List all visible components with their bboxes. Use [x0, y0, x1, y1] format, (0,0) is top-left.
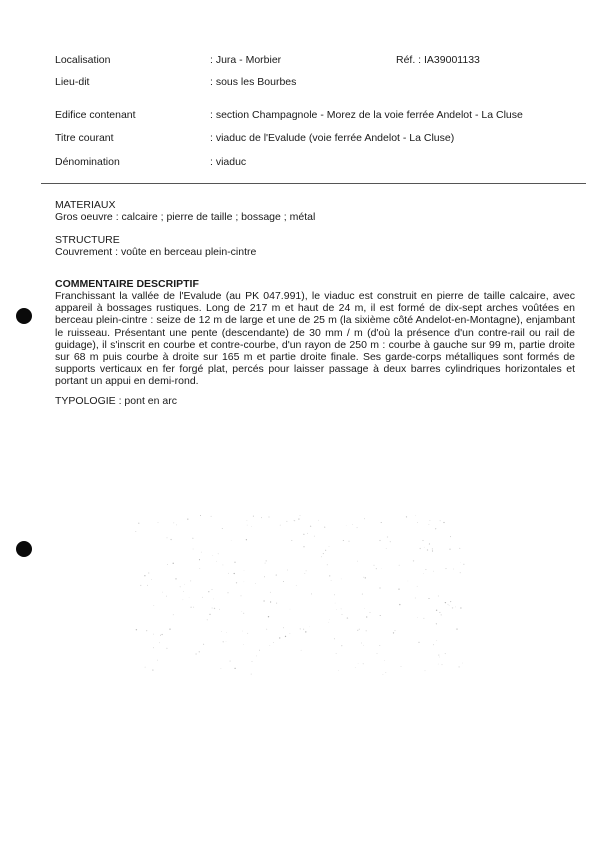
speckle-dot — [379, 587, 380, 588]
speckle-dot — [311, 593, 312, 594]
speckle-dot — [463, 564, 464, 565]
speckle-dot — [244, 582, 245, 583]
speckle-dot — [306, 570, 307, 571]
speckle-dot — [341, 579, 342, 580]
speckle-dot — [200, 568, 201, 569]
speckle-dot — [324, 527, 325, 528]
speckle-dot — [222, 528, 223, 529]
speckle-dot — [427, 549, 428, 550]
speckle-dot — [283, 627, 284, 628]
speckle-dot — [187, 518, 188, 519]
speckle-dot — [433, 571, 434, 572]
speckle-dot — [425, 670, 426, 671]
speckle-dot — [269, 645, 270, 646]
speckle-dot — [341, 609, 342, 610]
speckle-dot — [180, 586, 181, 587]
speckle-dot — [436, 640, 437, 641]
speckle-dot — [136, 629, 137, 630]
speckle-dot — [462, 663, 463, 664]
speckle-dot — [441, 614, 442, 615]
speckle-dot — [176, 525, 177, 526]
speckle-dot — [236, 582, 237, 583]
speckle-dot — [152, 670, 153, 671]
speckle-dot — [343, 540, 344, 541]
speckle-dot — [234, 562, 235, 563]
speckle-dot — [209, 614, 210, 615]
speckle-dot — [387, 536, 388, 537]
section-text: TYPOLOGIE : pont en arc — [55, 395, 177, 407]
speckle-dot — [279, 637, 280, 638]
speckle-dot — [445, 568, 446, 569]
speckle-dot — [247, 525, 248, 526]
speckle-dot — [270, 601, 271, 602]
speckle-dot — [243, 613, 244, 614]
section-title: STRUCTURE — [55, 234, 120, 246]
speckle-dot — [381, 522, 382, 523]
speckle-dot — [390, 541, 391, 542]
speckle-dot — [294, 520, 295, 521]
speckle-dot — [253, 516, 254, 517]
speckle-dot — [436, 623, 437, 624]
speckle-dot — [283, 581, 284, 582]
speckle-dot — [323, 553, 324, 554]
field-label: Localisation — [55, 54, 111, 66]
speckle-dot — [355, 667, 356, 668]
section-title: COMMENTAIRE DESCRIPTIF — [55, 278, 199, 290]
speckle-dot — [234, 573, 235, 574]
speckle-dot — [424, 547, 425, 548]
speckle-dot — [413, 560, 414, 561]
speckle-dot — [226, 641, 227, 642]
speckle-dot — [459, 548, 460, 549]
speckle-dot — [303, 534, 304, 535]
speckle-dot — [363, 645, 364, 646]
speckle-dot — [153, 634, 154, 635]
speckle-dot — [202, 597, 203, 598]
speckle-dot — [251, 526, 252, 527]
speckle-dot — [166, 648, 167, 649]
speckle-dot — [314, 536, 315, 537]
speckle-dot — [287, 570, 288, 571]
speckle-dot — [261, 517, 262, 518]
speckle-dot — [213, 555, 214, 556]
speckle-dot — [175, 578, 176, 579]
speckle-dot — [243, 644, 244, 645]
speckle-dot — [169, 628, 170, 629]
speckle-dot — [435, 528, 436, 529]
speckle-dot — [420, 548, 421, 549]
speckle-dot — [173, 523, 174, 524]
speckle-dot — [395, 630, 396, 631]
speckle-dot — [438, 664, 439, 665]
speckle-dot — [440, 520, 441, 521]
speckle-dot — [364, 518, 365, 519]
speckle-dot — [214, 608, 215, 609]
speckle-dot — [363, 577, 364, 578]
speckle-dot — [159, 642, 160, 643]
speckle-dot — [290, 609, 291, 610]
speckle-dot — [309, 627, 310, 628]
speckle-dot — [263, 600, 264, 601]
speckle-dot — [385, 672, 386, 673]
section-title: MATERIAUX — [55, 199, 116, 211]
speckle-dot — [148, 573, 149, 574]
speckle-dot — [331, 580, 332, 581]
speckle-dot — [347, 617, 348, 618]
speckle-dot — [384, 660, 385, 661]
speckle-dot — [207, 619, 208, 620]
speckle-dot — [365, 577, 366, 578]
speckle-dot — [432, 550, 433, 551]
speckle-dot — [438, 655, 439, 656]
field-edifice-contenant — [0, 107, 595, 123]
speckle-dot — [329, 619, 330, 620]
field-label: Dénomination — [55, 156, 120, 168]
speckle-dot — [144, 575, 145, 576]
speckle-dot — [338, 670, 339, 671]
speckle-dot — [167, 564, 168, 565]
speckle-dot — [160, 635, 161, 636]
speckle-dot — [450, 601, 451, 602]
field-value: : section Champagnole - Morez de la voie ferrée Andelot - La Cluse — [210, 109, 523, 121]
speckle-dot — [147, 585, 148, 586]
speckle-dot — [244, 570, 245, 571]
speckle-dot — [293, 520, 294, 521]
speckle-dot — [298, 518, 299, 519]
speckle-dot — [190, 580, 191, 581]
speckle-dot — [443, 522, 444, 523]
speckle-dot — [380, 615, 381, 616]
section-commentaire — [55, 278, 575, 388]
speckle-dot — [430, 520, 431, 521]
speckle-dot — [456, 628, 457, 629]
speckle-dot — [436, 610, 437, 611]
speckle-dot — [460, 572, 461, 573]
speckle-dot — [162, 592, 163, 593]
section-structure — [55, 234, 575, 258]
speckle-dot — [195, 653, 196, 654]
speckle-dot — [140, 585, 141, 586]
speckle-dot — [276, 574, 277, 575]
speckle-dot — [190, 607, 191, 608]
speckle-dot — [425, 569, 426, 570]
speckle-dot — [442, 664, 443, 665]
field-value: : Jura - Morbier — [210, 54, 282, 66]
speckle-dot — [433, 644, 434, 645]
speckle-dot — [334, 638, 335, 639]
speckle-dot — [299, 515, 300, 516]
speckle-dot — [393, 632, 394, 633]
speckle-dot — [223, 641, 224, 642]
speckle-dot — [183, 591, 184, 592]
speckle-dot — [370, 612, 371, 613]
speckle-dot — [162, 634, 163, 635]
field-label: Lieu-dit — [55, 76, 90, 88]
speckle-dot — [357, 527, 358, 528]
speckle-dot — [199, 559, 200, 560]
punch-hole — [16, 541, 32, 557]
speckle-dot — [170, 539, 171, 540]
speckle-dot — [280, 525, 281, 526]
speckle-dot — [301, 650, 302, 651]
speckle-dot — [449, 605, 450, 606]
speckle-dot — [268, 616, 269, 617]
speckle-dot — [247, 520, 248, 521]
speckle-dot — [228, 592, 229, 593]
speckle-dot — [173, 614, 174, 615]
speckle-dot — [449, 549, 450, 550]
speckle-dot — [379, 645, 380, 646]
speckle-dot — [259, 650, 260, 651]
speckle-dot — [448, 604, 449, 605]
speckle-dot — [276, 603, 277, 604]
speckle-dot — [286, 521, 287, 522]
speckle-dot — [193, 607, 194, 608]
speckle-dot — [349, 541, 350, 542]
speckle-dot — [213, 599, 214, 600]
speckle-dot — [439, 657, 440, 658]
speckle-dot — [203, 644, 204, 645]
speckle-dot — [304, 573, 305, 574]
speckle-dot — [266, 560, 267, 561]
speckle-dot — [256, 656, 257, 657]
speckle-dot — [305, 631, 306, 632]
speckle-dot — [189, 597, 190, 598]
speckle-dot — [341, 645, 342, 646]
speckle-dot — [363, 663, 364, 664]
speckle-dot — [428, 598, 429, 599]
speckle-dot — [146, 630, 147, 631]
speckle-dot — [382, 674, 383, 675]
speckle-dot — [342, 614, 343, 615]
speckle-dot — [460, 607, 461, 608]
scan-speckle-noise — [135, 515, 465, 675]
speckle-dot — [208, 591, 209, 592]
field-value: : sous les Bourbes — [210, 76, 297, 88]
speckle-dot — [307, 533, 308, 534]
speckle-dot — [359, 629, 360, 630]
speckle-dot — [166, 596, 167, 597]
field-localisation — [0, 52, 595, 68]
speckle-dot — [327, 564, 328, 565]
section-materiaux — [55, 199, 575, 223]
speckle-dot — [352, 524, 353, 525]
speckle-dot — [242, 631, 243, 632]
speckle-dot — [325, 550, 326, 551]
speckle-dot — [399, 565, 400, 566]
speckle-dot — [221, 631, 222, 632]
speckle-dot — [336, 653, 337, 654]
speckle-dot — [398, 589, 399, 590]
speckle-dot — [199, 651, 200, 652]
speckle-dot — [377, 653, 378, 654]
speckle-dot — [335, 603, 336, 604]
speckle-dot — [417, 617, 418, 618]
speckle-dot — [303, 546, 304, 547]
speckle-dot — [426, 569, 427, 570]
speckle-dot — [226, 632, 227, 633]
field-label: Titre courant — [55, 132, 114, 144]
section-divider — [41, 183, 586, 184]
speckle-dot — [423, 573, 424, 574]
speckle-dot — [270, 592, 271, 593]
speckle-dot — [212, 589, 213, 590]
speckle-dot — [450, 536, 451, 537]
speckle-dot — [329, 575, 330, 576]
speckle-dot — [300, 628, 301, 629]
speckle-dot — [401, 666, 402, 667]
speckle-dot — [183, 600, 184, 601]
speckle-dot — [158, 522, 159, 523]
speckle-dot — [247, 633, 248, 634]
field-lieu-dit — [0, 74, 595, 90]
speckle-dot — [357, 561, 358, 562]
speckle-dot — [366, 630, 367, 631]
speckle-dot — [417, 522, 418, 523]
description-paragraph: Franchissant la vallée de l'Evalude (au PK 047.991), le viaduc est construit en pierre de taille calcaire, avec appareil à bossages rustiques. Long de 217 m et haut de 24 m, il est formé de dix-sept arches voûtées en berceau plein-cintre : seize de 12 m de large et une de 25 m (la sixième côté Andelot-en-Montagne), enjambant le ruisseau. Présentant une pente (descendante) de 30 mm / m (d'où la présence d'un contre-rail ou rail de guidage), il s'inscrit en courbe et contre-courbe, d'un rayon de 250 m : courbe à gauche sur 99 m, partie droite sur 68 m puis courbe à droite sur 165 m et partie droite finale. Ses garde-corps métalliques sont formés de supports verticaux en fer forgé plat, percés pour laisser passage à deux barres cylindriques horizontales et portant un appui en demi-rond. — [55, 290, 575, 388]
speckle-dot — [266, 629, 267, 630]
speckle-dot — [234, 668, 235, 669]
speckle-dot — [346, 525, 347, 526]
speckle-dot — [362, 594, 363, 595]
speckle-dot — [329, 546, 330, 547]
speckle-dot — [216, 561, 217, 562]
speckle-dot — [200, 515, 201, 516]
section-typologie — [55, 395, 575, 407]
speckle-dot — [423, 540, 424, 541]
speckle-dot — [321, 556, 322, 557]
speckle-dot — [291, 540, 292, 541]
speckle-dot — [264, 576, 265, 577]
speckle-dot — [423, 618, 424, 619]
speckle-dot — [374, 565, 375, 566]
speckle-dot — [151, 579, 152, 580]
speckle-dot — [408, 581, 409, 582]
speckle-dot — [265, 563, 266, 564]
field-value: : viaduc — [210, 156, 247, 168]
speckle-dot — [192, 538, 193, 539]
speckle-dot — [290, 633, 291, 634]
speckle-dot — [445, 602, 446, 603]
speckle-dot — [138, 523, 139, 524]
speckle-dot — [241, 596, 242, 597]
speckle-dot — [460, 562, 461, 563]
punch-hole — [16, 308, 32, 324]
speckle-dot — [329, 622, 330, 623]
speckle-dot — [221, 668, 222, 669]
section-text: Couvrement : voûte en berceau plein-cintre — [55, 246, 257, 258]
speckle-dot — [358, 663, 359, 664]
speckle-dot — [318, 520, 319, 521]
reference-number: Réf. : IA39001133 — [396, 54, 480, 66]
speckle-dot — [439, 612, 440, 613]
speckle-dot — [201, 552, 202, 553]
field-denomination — [0, 154, 595, 170]
speckle-dot — [173, 563, 174, 564]
speckle-dot — [458, 666, 459, 667]
speckle-dot — [386, 548, 387, 549]
speckle-dot — [153, 605, 154, 606]
speckle-dot — [296, 585, 297, 586]
field-label: Edifice contenant — [55, 109, 136, 121]
speckle-dot — [334, 594, 335, 595]
speckle-dot — [445, 653, 446, 654]
speckle-dot — [230, 661, 231, 662]
speckle-dot — [452, 607, 453, 608]
speckle-dot — [357, 630, 358, 631]
speckle-dot — [242, 611, 243, 612]
speckle-dot — [415, 598, 416, 599]
speckle-dot — [429, 543, 430, 544]
speckle-dot — [381, 568, 382, 569]
speckle-dot — [455, 607, 456, 608]
speckle-dot — [251, 674, 252, 675]
speckle-dot — [364, 608, 365, 609]
speckle-dot — [418, 642, 419, 643]
speckle-dot — [303, 629, 304, 630]
speckle-dot — [222, 564, 223, 565]
speckle-dot — [218, 553, 219, 554]
speckle-dot — [417, 586, 418, 587]
speckle-dot — [415, 515, 416, 516]
speckle-dot — [135, 531, 136, 532]
speckle-dot — [406, 516, 407, 517]
speckle-dot — [211, 516, 212, 517]
speckle-dot — [361, 643, 362, 644]
speckle-dot — [167, 537, 168, 538]
speckle-dot — [285, 636, 286, 637]
speckle-dot — [268, 516, 269, 517]
speckle-dot — [228, 573, 229, 574]
speckle-dot — [193, 549, 194, 550]
speckle-dot — [246, 539, 247, 540]
speckle-dot — [184, 584, 185, 585]
speckle-dot — [438, 595, 439, 596]
speckle-dot — [376, 568, 377, 569]
speckle-dot — [336, 609, 337, 610]
speckle-dot — [310, 526, 311, 527]
speckle-dot — [379, 540, 380, 541]
field-value: : viaduc de l'Evalude (voie ferrée Andelot - La Cluse) — [210, 132, 455, 144]
speckle-dot — [231, 540, 232, 541]
speckle-dot — [399, 604, 400, 605]
speckle-dot — [219, 609, 220, 610]
speckle-dot — [157, 660, 158, 661]
speckle-dot — [252, 661, 253, 662]
speckle-dot — [429, 524, 430, 525]
speckle-dot — [153, 647, 154, 648]
speckle-dot — [145, 667, 146, 668]
field-titre-courant — [0, 130, 595, 146]
speckle-dot — [366, 616, 367, 617]
speckle-dot — [212, 608, 213, 609]
speckle-dot — [432, 548, 433, 549]
speckle-dot — [273, 642, 274, 643]
section-text: Gros oeuvre : calcaire ; pierre de taille ; bossage ; métal — [55, 211, 316, 223]
speckle-dot — [255, 583, 256, 584]
speckle-dot — [453, 569, 454, 570]
